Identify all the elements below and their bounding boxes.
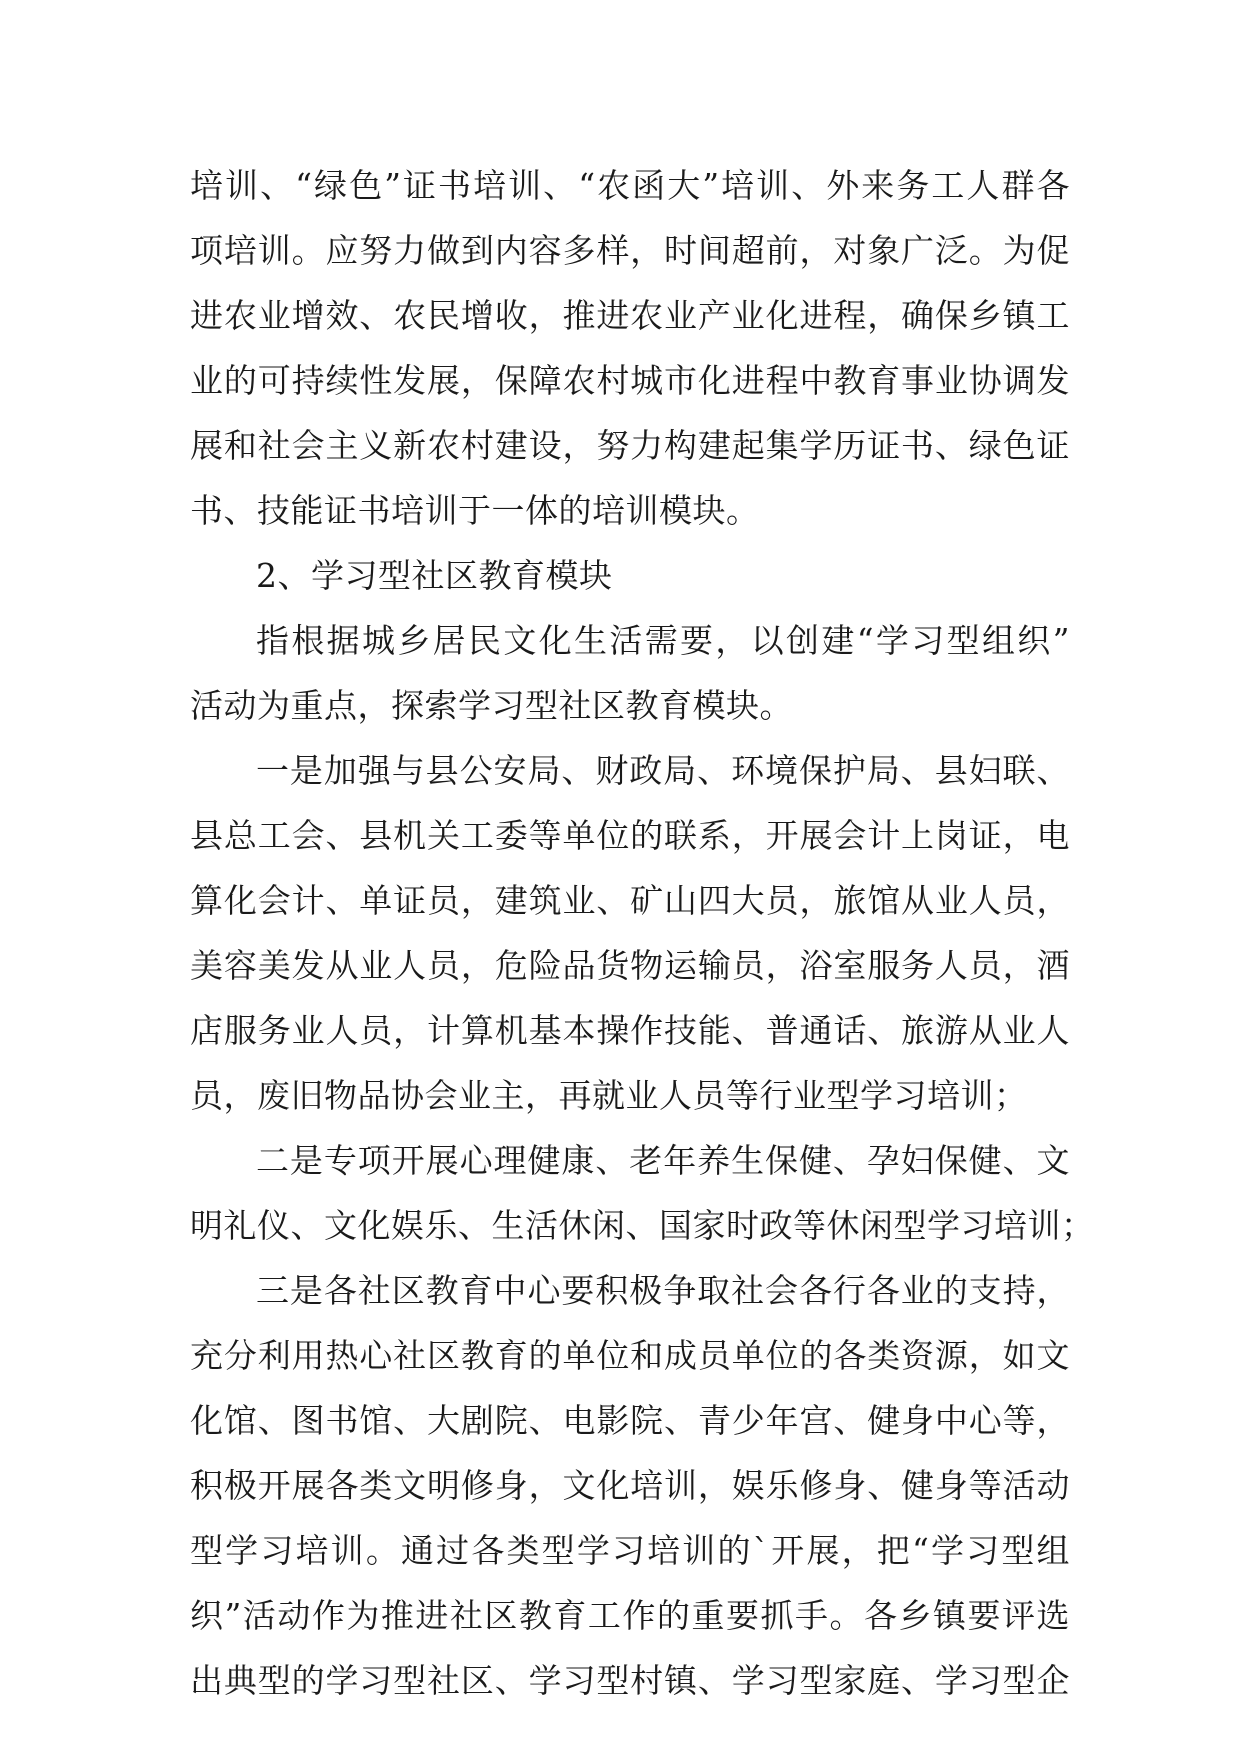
text-line: 书、技能证书培训于一体的培训模块。 — [190, 491, 760, 530]
text-line: 美容美发从业人员，危险品货物运输员，浴室服务人员，酒 — [190, 946, 1070, 985]
text-line: 明礼仪、文化娱乐、生活休闲、国家时政等休闲型学习培训； — [190, 1206, 1095, 1245]
text-line: 二是专项开展心理健康、老年养生保健、孕妇保健、文 — [256, 1141, 1070, 1180]
text-line: 算化会计、单证员，建筑业、矿山四大员，旅馆从业人员， — [190, 881, 1070, 920]
text-line: 展和社会主义新农村建设，努力构建起集学历证书、绿色证 — [190, 426, 1070, 465]
text-line: 店服务业人员，计算机基本操作技能、普通话、旅游从业人 — [190, 1011, 1070, 1050]
text-line: 活动为重点，探索学习型社区教育模块。 — [190, 686, 793, 725]
text-line: 化馆、图书馆、大剧院、电影院、青少年宫、健身中心等， — [190, 1401, 1070, 1440]
text-line: 三是各社区教育中心要积极争取社会各行各业的支持， — [256, 1271, 1070, 1310]
text-line: 项培训。应努力做到内容多样，时间超前，对象广泛。为促 — [190, 231, 1070, 270]
section-heading: 2、学习型社区教育模块 — [256, 556, 613, 595]
text-line: 出典型的学习型社区、学习型村镇、学习型家庭、学习型企 — [190, 1661, 1070, 1700]
text-line: 织”活动作为推进社区教育工作的重要抓手。各乡镇要评选 — [190, 1596, 1070, 1635]
text-line: 指根据城乡居民文化生活需要，以创建“学习型组织” — [256, 621, 1070, 660]
text-line: 培训、“绿色”证书培训、“农函大”培训、外来务工人群各 — [190, 166, 1070, 205]
text-line: 进农业增效、农民增收，推进农业产业化进程，确保乡镇工 — [190, 296, 1070, 335]
text-line: 员，废旧物品协会业主，再就业人员等行业型学习培训； — [190, 1076, 1028, 1115]
text-line: 充分利用热心社区教育的单位和成员单位的各类资源，如文 — [190, 1336, 1070, 1375]
text-line: 积极开展各类文明修身，文化培训，娱乐修身、健身等活动 — [190, 1466, 1070, 1505]
text-line: 型学习培训。通过各类型学习培训的`开展，把“学习型组 — [190, 1531, 1070, 1570]
document-body — [190, 153, 1095, 1713]
text-line: 县总工会、县机关工委等单位的联系，开展会计上岗证，电 — [190, 816, 1070, 855]
text-line: 业的可持续性发展，保障农村城市化进程中教育事业协调发 — [190, 361, 1070, 400]
text-line: 一是加强与县公安局、财政局、环境保护局、县妇联、 — [256, 751, 1070, 790]
